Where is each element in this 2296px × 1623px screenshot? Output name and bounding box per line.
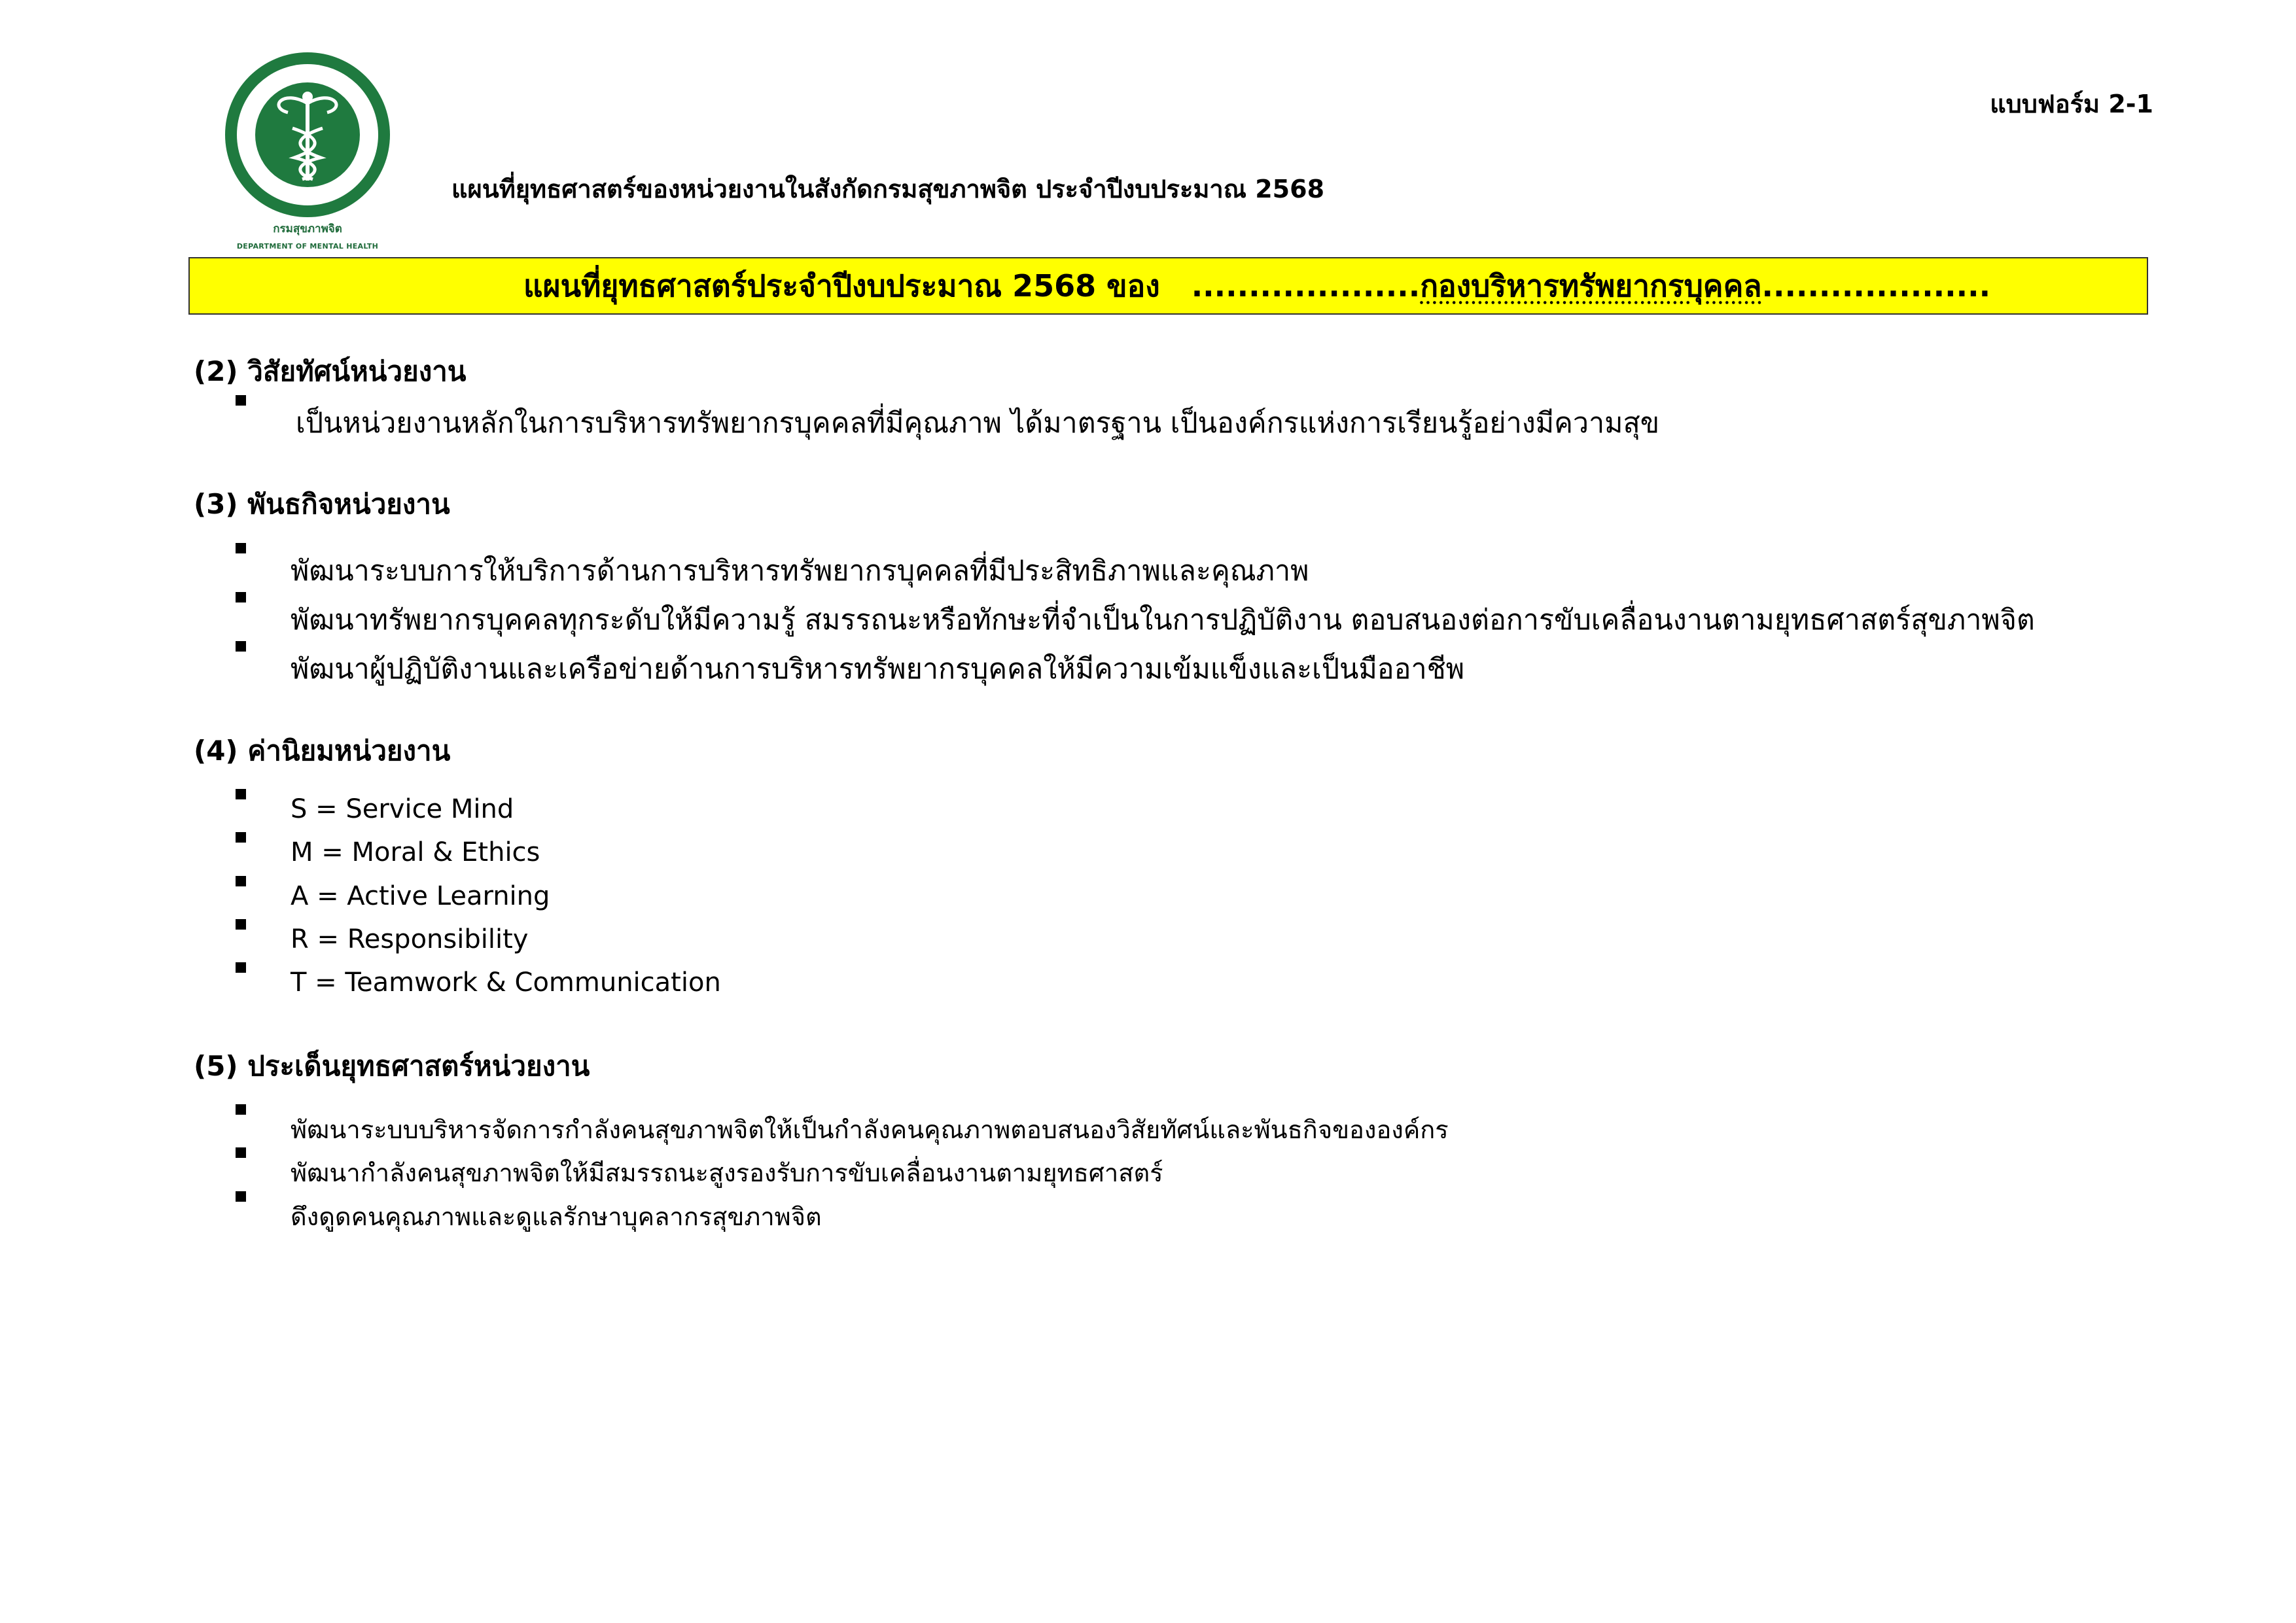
banner-title: แผนที่ยุทธศาสตร์ประจำปีงบประมาณ 2568 ของ: [523, 268, 1160, 304]
ministry-seal-icon: [211, 50, 404, 226]
strategy-item-3: ดึงดูดคนคุณภาพและดูแลรักษาบุคลากรสุขภาพจิต: [291, 1202, 822, 1231]
list-item: [236, 1153, 1163, 1187]
list-item: [236, 837, 540, 867]
banner-org-line: [1192, 262, 1990, 310]
vision-heading: (2) วิสัยทัศน์หน่วยงาน: [194, 355, 467, 387]
value-item-t: T = Teamwork & Communication: [291, 968, 721, 998]
bullet-icon: [236, 592, 246, 602]
list-item: [236, 968, 721, 998]
bullet-icon: [236, 919, 246, 930]
mission-item-1: พัฒนาระบบการให้บริการด้านการบริหารทรัพยากรบุคคลที่มีประสิทธิภาพและคุณภาพ: [291, 555, 1309, 587]
mission-item-3: พัฒนาผู้ปฏิบัติงานและเครือข่ายด้านการบริหารทรัพยากรบุคคลให้มีความเข้มแข็งและเป็นมืออาชีพ: [291, 653, 1465, 686]
value-item-a: A = Active Learning: [291, 881, 550, 911]
bullet-icon: [236, 641, 246, 652]
vision-text: เป็นหน่วยงานหลักในการบริหารทรัพยากรบุคคลที่มีคุณภาพ ได้มาตรฐาน เป็นองค์กรแห่งการเรียนรู้อย่างมีความสุข: [296, 407, 1660, 440]
bullet-icon: [236, 789, 246, 799]
bullet-icon: [236, 876, 246, 886]
plan-header-title: แผนที่ยุทธศาสตร์ของหน่วยงานในสังกัดกรมสุขภาพจิต ประจำปีงบประมาณ 2568: [451, 175, 1325, 203]
logo-caption-english: DEPARTMENT OF MENTAL HEALTH: [236, 242, 379, 251]
bullet-icon: [236, 832, 246, 843]
list-item: [236, 597, 2035, 637]
mission-item-2: พัฒนาทรัพยากรบุคคลทุกระดับให้มีความรู้ สมรรถนะหรือทักษะที่จำเป็นในการปฏิบัติงาน ตอบสนองต่อการขับเคลื่อนงานตามยุทธศาสตร์สุขภาพจิต: [291, 604, 2035, 637]
strategies-heading: (5) ประเด็นยุทธศาสตร์หน่วยงาน: [194, 1050, 590, 1082]
banner-dots-after: ....................: [1761, 268, 1991, 304]
strategy-item-1: พัฒนาระบบบริหารจัดการกำลังคนสุขภาพจิตให้เป็นกำลังคนคุณภาพตอบสนองวิสัยทัศน์และพันธกิจขององค์กร: [291, 1115, 1449, 1144]
logo-caption-thai: กรมสุขภาพจิต: [273, 222, 342, 236]
values-heading: (4) ค่านิยมหน่วยงาน: [194, 735, 451, 767]
list-item: [236, 548, 1309, 587]
list-item: [236, 646, 1465, 686]
list-item: [236, 400, 1660, 440]
bullet-icon: [236, 1191, 246, 1202]
form-code: แบบฟอร์ม 2-1: [1990, 90, 2153, 118]
bullet-icon: [236, 1147, 246, 1158]
mission-heading: (3) พันธกิจหน่วยงาน: [194, 488, 450, 520]
value-item-s: S = Service Mind: [291, 794, 514, 824]
list-item: [236, 794, 514, 824]
strategy-item-2: พัฒนากำลังคนสุขภาพจิตให้มีสมรรถนะสูงรองรับการขับเคลื่อนงานตามยุทธศาสตร์: [291, 1159, 1163, 1187]
list-item: [236, 1109, 1449, 1144]
bullet-icon: [236, 543, 246, 553]
bullet-icon: [236, 962, 246, 973]
banner-dots-before: ....................: [1191, 268, 1421, 304]
value-item-m: M = Moral & Ethics: [291, 837, 540, 867]
list-item: [236, 924, 529, 954]
strategy-map-banner: [188, 257, 2148, 315]
value-item-r: R = Responsibility: [291, 924, 529, 954]
bullet-icon: [236, 1104, 246, 1115]
bullet-icon: [236, 395, 246, 406]
banner-org-name: กองบริหารทรัพยากรบุคคล: [1420, 268, 1762, 304]
list-item: [236, 1196, 822, 1231]
list-item: [236, 881, 550, 911]
